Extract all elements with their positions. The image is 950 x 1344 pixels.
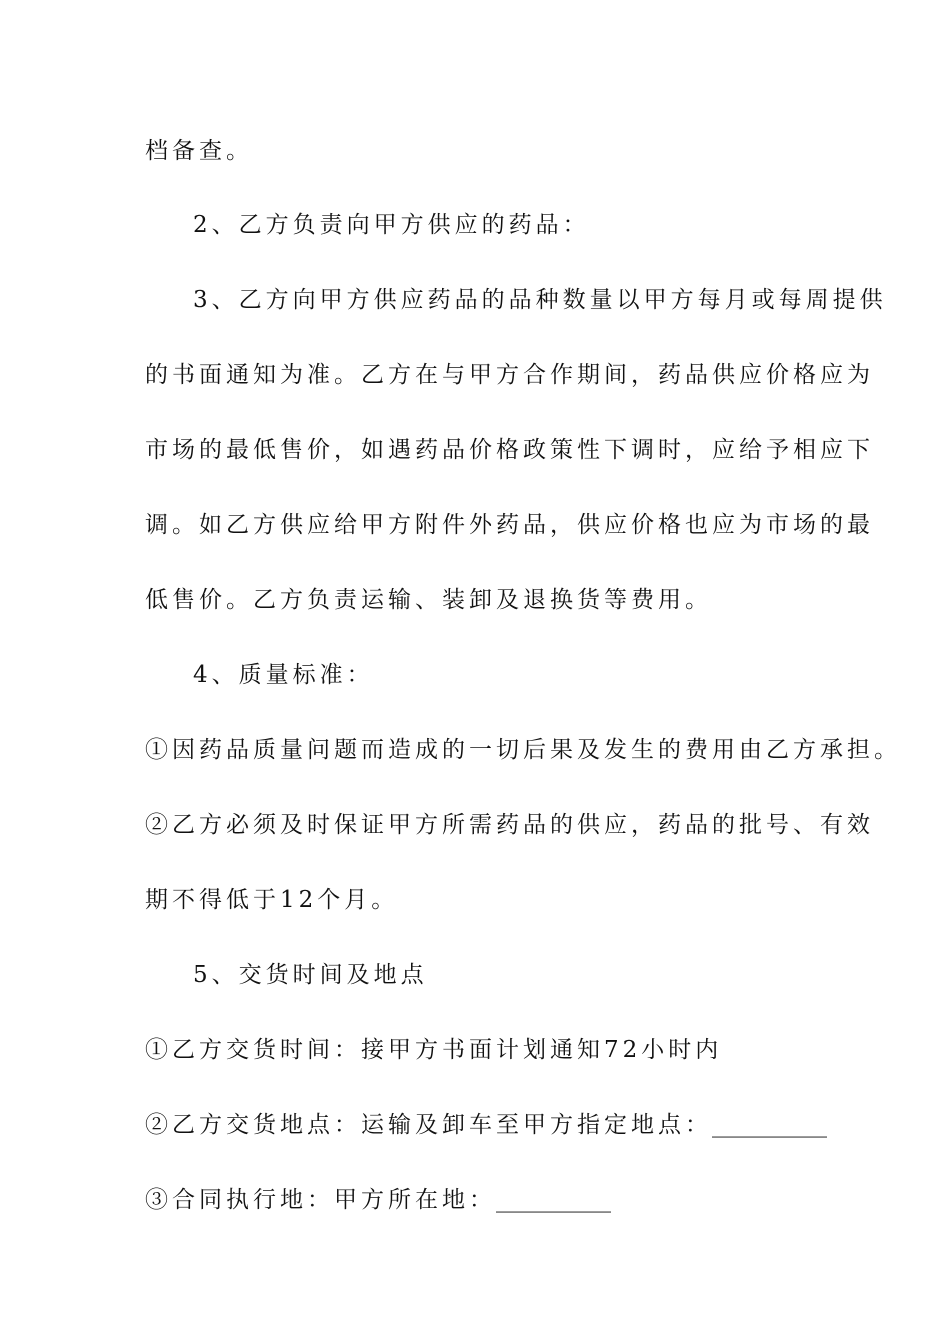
quality-item-2: ②乙方必须及时保证甲方所需药品的供应，药品的批号、有效	[145, 812, 874, 838]
delivery-time-item: ①乙方交货时间：接甲方书面计划通知72小时内	[145, 1037, 723, 1063]
clause-3-line: 的书面通知为准。乙方在与甲方合作期间，药品供应价格应为	[145, 362, 874, 388]
clause-3-line: 3、乙方向甲方供应药品的品种数量以甲方每月或每周提供	[193, 287, 887, 313]
contract-place-label: ③合同执行地：甲方所在地：	[145, 1187, 496, 1213]
delivery-place-blank: __________	[712, 1112, 827, 1138]
clause-4-heading: 4、质量标准：	[193, 662, 374, 688]
contract-place-item	[145, 1185, 611, 1215]
clause-5-heading: 5、交货时间及地点	[193, 962, 428, 988]
contract-place-blank: __________	[496, 1187, 611, 1213]
delivery-place-label: ②乙方交货地点：运输及卸车至甲方指定地点：	[145, 1112, 712, 1138]
clause-2-heading: 2、乙方负责向甲方供应的药品：	[193, 212, 590, 238]
delivery-place-item	[145, 1110, 827, 1140]
quality-item-1: ①因药品质量问题而造成的一切后果及发生的费用由乙方承担。	[145, 737, 901, 763]
clause-3-line: 低售价。乙方负责运输、装卸及退换货等费用。	[145, 587, 712, 613]
quality-item-2-cont: 期不得低于12个月。	[145, 887, 399, 913]
paragraph-line: 档备查。	[145, 138, 253, 164]
clause-3-line: 市场的最低售价，如遇药品价格政策性下调时，应给予相应下	[145, 437, 874, 463]
clause-3-line: 调。如乙方供应给甲方附件外药品，供应价格也应为市场的最	[145, 512, 874, 538]
